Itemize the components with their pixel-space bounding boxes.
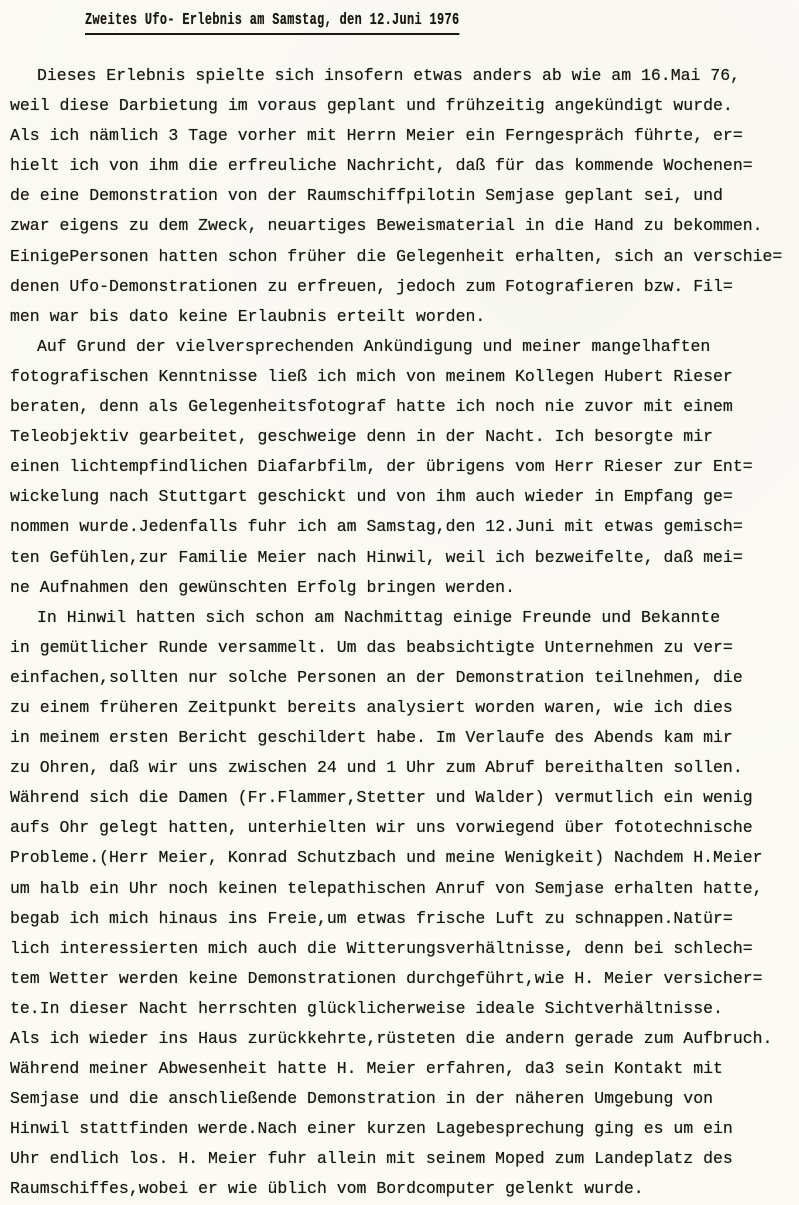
text-line: Probleme.(Herr Meier, Konrad Schutzbach und meine Wenigkeit) Nachdem H.Meier	[10, 848, 763, 868]
text-line: Während meiner Abwesenheit hatte H. Meier erfahren, da3 sein Kontakt mit	[10, 1059, 723, 1079]
text-line: weil diese Darbietung im voraus geplant und frühzeitig angekündigt wurde.	[10, 96, 733, 116]
text-line: in meinem ersten Bericht geschildert habe. Im Verlaufe des Abends kam mir	[10, 728, 733, 748]
text-line: Während sich die Damen (Fr.Flammer,Stetter und Walder) vermutlich ein wenig	[10, 788, 753, 808]
text-line: Raumschiffes,wobei er wie üblich vom Bordcomputer gelenkt wurde.	[10, 1179, 644, 1199]
text-line: einen lichtempfindlichen Diafarbfilm, der übrigens vom Herr Rieser zur Ent=	[10, 457, 753, 477]
text-line: de eine Demonstration von der Raumschiffpilotin Semjase geplant sei, und	[10, 186, 723, 206]
text-line: ne Aufnahmen den gewünschten Erfolg bringen werden.	[10, 577, 515, 597]
text-line: lich interessierten mich auch die Witterungsverhältnisse, denn bei schlech=	[10, 938, 753, 958]
text-line: Dieses Erlebnis spielte sich insofern etwas anders ab wie am 16.Mai 76,	[37, 66, 741, 85]
text-line: in gemütlicher Runde versammelt. Um das beabsichtigte Unternehmen zu ver=	[10, 637, 733, 657]
text-line: begab ich mich hinaus ins Freie,um etwas frische Luft zu schnappen.Natür=	[10, 908, 733, 928]
text-line: beraten, denn als Gelegenheitsfotograf hatte ich noch nie zuvor mit einem	[10, 397, 733, 417]
text-line: fotografischen Kenntnisse ließ ich mich von meinem Kollegen Hubert Rieser	[10, 366, 733, 386]
text-line: zwar eigens zu dem Zweck, neuartiges Beweismaterial in die Hand zu bekommen.	[10, 216, 763, 236]
text-line: zu einem früheren Zeitpunkt bereits analysiert worden waren, wie ich dies	[10, 697, 733, 717]
text-line: In Hinwil hatten sich schon am Nachmittag einige Freunde und Bekannte	[37, 607, 721, 627]
text-line: nommen wurde.Jedenfalls fuhr ich am Samstag,den 12.Juni mit etwas gemisch=	[10, 517, 743, 537]
text-line: Als ich wieder ins Haus zurückkehrte,rüsteten die andern gerade zum Aufbruch.	[10, 1029, 773, 1048]
text-line: ten Gefühlen,zur Familie Meier nach Hinwil, weil ich bezweifelte, daß mei=	[10, 547, 743, 567]
text-line: aufs Ohr gelegt hatten, unterhielten wir uns vorwiegend über fototechnische	[10, 818, 753, 838]
text-line: Als ich nämlich 3 Tage vorher mit Herrn Meier ein Ferngespräch führte, er=	[10, 126, 743, 146]
text-line: wickelung nach Stuttgart geschickt und von ihm auch wieder in Empfang ge=	[10, 487, 733, 507]
text-line: um halb ein Uhr noch keinen telepathischen Anruf von Semjase erhalten hatte,	[10, 878, 763, 898]
text-line: hielt ich von ihm die erfreuliche Nachricht, daß für das kommende Wochenen=	[10, 156, 753, 176]
text-line: einfachen,sollten nur solche Personen an der Demonstration teilnehmen, die	[10, 667, 743, 687]
text-line: men war bis dato keine Erlaubnis erteilt worden.	[10, 306, 486, 326]
text-line: EinigePersonen hatten schon früher die Gelegenheit erhalten, sich an verschie=	[10, 246, 783, 266]
document-body	[10, 61, 795, 1205]
document-title: Zweites Ufo- Erlebnis am Samstag, den 12.Juni 1976	[85, 10, 459, 35]
text-line: Auf Grund der vielversprechenden Ankündigung und meiner mangelhaften	[37, 336, 711, 356]
text-line: Teleobjektiv gearbeitet, geschweige denn in der Nacht. Ich besorgte mir	[10, 427, 714, 447]
text-line: te.In dieser Nacht herrschten glücklicherweise ideale Sichtverhältnisse.	[10, 998, 723, 1018]
text-line: Uhr endlich los. H. Meier fuhr allein mit seinem Moped zum Landeplatz des	[10, 1149, 733, 1169]
text-line: zu Ohren, daß wir uns zwischen 24 und 1 Uhr zum Abruf bereithalten sollen.	[10, 758, 743, 778]
text-line: Hinwil stattfinden werde.Nach einer kurzen Lagebesprechung ging es um ein	[10, 1119, 733, 1139]
text-line: denen Ufo-Demonstrationen zu erfreuen, jedoch zum Fotografieren bzw. Fil=	[10, 276, 733, 296]
text-line: tem Wetter werden keine Demonstrationen durchgeführt,wie H. Meier versicher=	[10, 968, 763, 988]
text-line: Semjase und die anschließende Demonstration in der näheren Umgebung von	[10, 1089, 714, 1109]
